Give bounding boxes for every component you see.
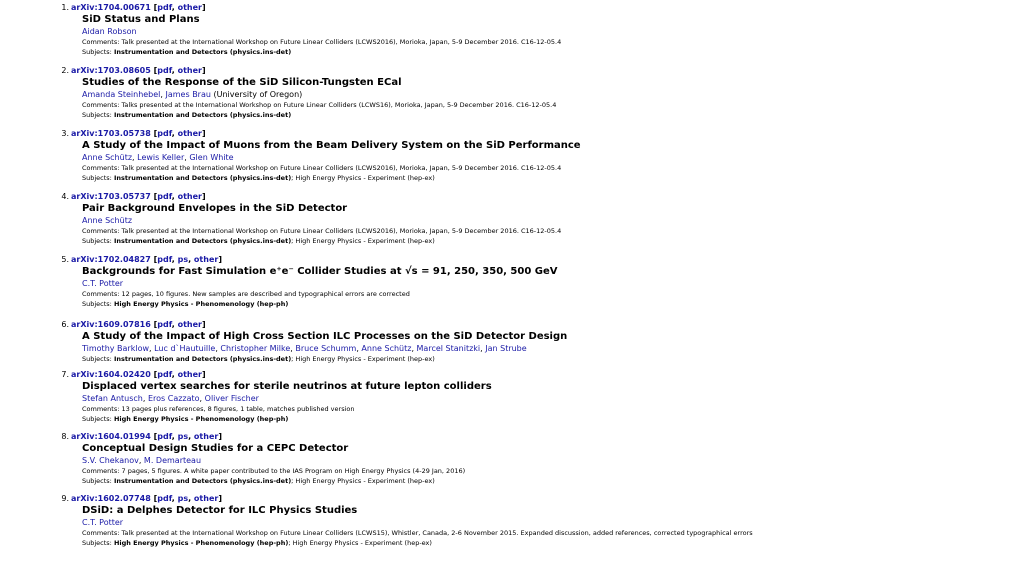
- subjects-line: [82, 476, 842, 486]
- comments-line: [82, 226, 842, 236]
- subjects-label: Subjects:: [82, 111, 112, 119]
- author-affiliation: (University of Oregon): [213, 90, 303, 99]
- entry-meta: [82, 443, 842, 486]
- primary-subject: Instrumentation and Detectors (physics.ins-det): [113, 477, 292, 485]
- arxiv-id-link[interactable]: arXiv:1703.05738: [71, 129, 151, 138]
- author-list: Stefan Antusch, Eros Cazzato, Oliver Fischer: [82, 394, 259, 403]
- pdf-link[interactable]: pdf: [157, 129, 172, 138]
- comments-text: Talk presented at the International Workshop on Future Linear Colliders (LCWS2016), Morioka, Japan, 5-9 December 2016. C16-12-05.4: [121, 38, 562, 46]
- pdf-link[interactable]: pdf: [157, 192, 172, 201]
- entry-header: 6. arXiv:1609.07816 [pdf, other]: [59, 320, 206, 330]
- subjects-label: Subjects:: [82, 300, 112, 308]
- other-subjects: ; High Energy Physics - Experiment (hep-ex): [291, 237, 435, 245]
- entry-header: 2. arXiv:1703.08605 [pdf, other]: [59, 66, 206, 76]
- author-list: Anne Schütz, Lewis Keller, Glen White: [82, 153, 234, 162]
- other-link[interactable]: other: [177, 320, 202, 329]
- author-link[interactable]: C.T. Potter: [82, 279, 124, 288]
- author-link[interactable]: C.T. Potter: [82, 518, 124, 527]
- other-link[interactable]: other: [177, 129, 202, 138]
- comments-label: Comments:: [82, 227, 120, 235]
- subjects-line: [82, 236, 842, 246]
- paper-title: Conceptual Design Studies for a CEPC Detector: [82, 443, 349, 454]
- other-subjects: ; High Energy Physics - Experiment (hep-ex): [288, 539, 432, 547]
- comments-text: Talk presented at the International Workshop on Future Linear Colliders (LCWS2016), Morioka, Japan, 5-9 December 2016. C16-12-05.4: [121, 227, 562, 235]
- comments-label: Comments:: [82, 529, 120, 537]
- other-subjects: ; High Energy Physics - Experiment (hep-ex): [291, 477, 435, 485]
- entry-meta: [82, 14, 842, 57]
- entry-meta: [82, 140, 842, 183]
- pdf-link[interactable]: pdf: [157, 320, 172, 329]
- comments-label: Comments:: [82, 164, 120, 172]
- entry-header: 9. arXiv:1602.07748 [pdf, ps, other]: [59, 494, 222, 504]
- arxiv-id-link[interactable]: arXiv:1602.07748: [71, 494, 151, 503]
- author-link[interactable]: Glen White: [189, 153, 234, 162]
- entry-header: 8. arXiv:1604.01994 [pdf, ps, other]: [59, 432, 222, 442]
- ps-link[interactable]: ps: [177, 494, 189, 503]
- author-list: [82, 26, 842, 37]
- author-link[interactable]: Amanda Steinhebel: [82, 90, 161, 99]
- primary-subject: Instrumentation and Detectors (physics.ins-det): [113, 237, 292, 245]
- author-link[interactable]: James Brau: [165, 90, 211, 99]
- other-link[interactable]: other: [177, 192, 202, 201]
- entry-number: 8.: [61, 432, 69, 441]
- other-link[interactable]: other: [177, 3, 202, 12]
- comments-label: Comments:: [82, 467, 120, 475]
- comments-text: Talk presented at the International Workshop on Future Linear Colliders (LCWS2016), Morioka, Japan, 5-9 December 2016. C16-12-05.4: [121, 164, 562, 172]
- author-list: [82, 215, 842, 226]
- author-link[interactable]: Luc d`Hautuille: [154, 344, 216, 353]
- author-link[interactable]: Jan Strube: [485, 344, 527, 353]
- comments-label: Comments:: [82, 405, 120, 413]
- other-link[interactable]: other: [177, 370, 202, 379]
- paper-title: Displaced vertex searches for sterile neutrinos at future lepton colliders: [82, 381, 492, 392]
- pdf-link[interactable]: pdf: [157, 66, 172, 75]
- comments-line: [82, 100, 842, 110]
- entry-header: 1. arXiv:1704.00671 [pdf, other]: [59, 3, 206, 13]
- other-link[interactable]: other: [177, 66, 202, 75]
- comments-line: [82, 528, 842, 538]
- primary-subject: High Energy Physics - Phenomenology (hep-ph): [113, 539, 289, 547]
- entry-meta: [82, 331, 842, 364]
- entry-number: 7.: [61, 370, 69, 379]
- author-link[interactable]: M. Demarteau: [143, 456, 202, 465]
- subjects-line: [82, 354, 842, 364]
- author-link[interactable]: Bruce Schumm: [295, 344, 357, 353]
- pdf-link[interactable]: pdf: [157, 494, 172, 503]
- pdf-link[interactable]: pdf: [157, 255, 172, 264]
- subjects-label: Subjects:: [82, 48, 112, 56]
- entry-number: 2.: [61, 66, 69, 75]
- other-subjects: ; High Energy Physics - Experiment (hep-ex): [291, 174, 435, 182]
- arxiv-id-link[interactable]: arXiv:1703.05737: [71, 192, 151, 201]
- arxiv-id-link[interactable]: arXiv:1702.04827: [71, 255, 151, 264]
- comments-text: 7 pages, 5 figures. A white paper contributed to the IAS Program on High Energy Physics (4-29 Jan, 2016): [121, 467, 466, 475]
- author-link[interactable]: Timothy Barklow: [82, 344, 150, 353]
- pdf-link[interactable]: pdf: [157, 3, 172, 12]
- entry-header: 3. arXiv:1703.05738 [pdf, other]: [59, 129, 206, 139]
- subjects-line: [82, 414, 842, 424]
- entry-header: 4. arXiv:1703.05737 [pdf, other]: [59, 192, 206, 202]
- subjects-label: Subjects:: [82, 539, 112, 547]
- subjects-label: Subjects:: [82, 174, 112, 182]
- arxiv-id-link[interactable]: arXiv:1703.08605: [71, 66, 151, 75]
- comments-line: [82, 289, 842, 299]
- comments-label: Comments:: [82, 38, 120, 46]
- ps-link[interactable]: ps: [177, 432, 189, 441]
- comments-text: 13 pages plus references, 8 figures, 1 table, matches published version: [121, 405, 355, 413]
- paper-title: Studies of the Response of the SiD Silicon-Tungsten ECal: [82, 77, 402, 88]
- comments-text: Talks presented at the International Workshop on Future Linear Colliders (LCWS16), Morioka, Japan, 5-9 December 2016. C16-12-05.4: [121, 101, 557, 109]
- author-link[interactable]: Aidan Robson: [82, 27, 137, 36]
- author-link[interactable]: Anne Schütz: [82, 153, 133, 162]
- subjects-line: [82, 299, 842, 309]
- author-list: Amanda Steinhebel, James Brau (University of Oregon): [82, 90, 303, 99]
- subjects-label: Subjects:: [82, 355, 112, 363]
- subjects-line: [82, 110, 842, 120]
- primary-subject: High Energy Physics - Phenomenology (hep-ph): [113, 300, 289, 308]
- arxiv-id-link[interactable]: arXiv:1604.01994: [71, 432, 151, 441]
- author-link[interactable]: Stefan Antusch: [82, 394, 143, 403]
- author-list: [82, 517, 842, 528]
- entry-meta: [82, 203, 842, 246]
- primary-subject: High Energy Physics - Phenomenology (hep-ph): [113, 415, 289, 423]
- entry-number: 1.: [61, 3, 69, 12]
- ps-link[interactable]: ps: [177, 255, 189, 264]
- subjects-label: Subjects:: [82, 237, 112, 245]
- other-link[interactable]: other: [193, 255, 219, 264]
- arxiv-id-link[interactable]: arXiv:1704.00671: [71, 3, 151, 12]
- comments-line: [82, 466, 842, 476]
- primary-subject: Instrumentation and Detectors (physics.ins-det): [113, 355, 292, 363]
- paper-title: Pair Background Envelopes in the SiD Detector: [82, 203, 348, 214]
- entry-meta: [82, 266, 842, 309]
- subjects-line: [82, 538, 842, 548]
- author-list: [82, 278, 842, 289]
- comments-label: Comments:: [82, 101, 120, 109]
- entry-number: 3.: [61, 129, 69, 138]
- comments-label: Comments:: [82, 290, 120, 298]
- author-link[interactable]: Oliver Fischer: [204, 394, 259, 403]
- arxiv-id-link[interactable]: arXiv:1604.02420: [71, 370, 151, 379]
- comments-text: Talk presented at the International Workshop on Future Linear Colliders (LCWS15), Whistler, Canada, 2-6 November 2015. Expanded discussion, added references, corrected typographical errors: [121, 529, 753, 537]
- entry-number: 6.: [61, 320, 69, 329]
- author-link[interactable]: S.V. Chekanov: [82, 456, 139, 465]
- comments-line: [82, 163, 842, 173]
- paper-title: Backgrounds for Fast Simulation e⁺e⁻ Collider Studies at √s = 91, 250, 350, 500 GeV: [82, 266, 558, 277]
- other-link[interactable]: other: [193, 494, 219, 503]
- entry-header: 5. arXiv:1702.04827 [pdf, ps, other]: [59, 255, 222, 265]
- paper-title: SiD Status and Plans: [82, 14, 200, 25]
- author-link[interactable]: Anne Schütz: [361, 344, 412, 353]
- entry-number: 5.: [61, 255, 69, 264]
- entry-meta: [82, 505, 842, 548]
- comments-line: [82, 37, 842, 47]
- subjects-label: Subjects:: [82, 415, 112, 423]
- paper-title: A Study of the Impact of High Cross Section ILC Processes on the SiD Detector Design: [82, 331, 568, 342]
- author-link[interactable]: Eros Cazzato: [147, 394, 200, 403]
- entry-number: 9.: [61, 494, 69, 503]
- primary-subject: Instrumentation and Detectors (physics.ins-det): [113, 111, 292, 119]
- primary-subject: Instrumentation and Detectors (physics.ins-det): [113, 174, 292, 182]
- entry-meta: [82, 381, 842, 424]
- comments-line: [82, 404, 842, 414]
- other-link[interactable]: other: [193, 432, 219, 441]
- arxiv-id-link[interactable]: arXiv:1609.07816: [71, 320, 151, 329]
- entry-header: 7. arXiv:1604.02420 [pdf, other]: [59, 370, 206, 380]
- author-link[interactable]: Anne Schütz: [82, 216, 133, 225]
- entry-meta: [82, 77, 842, 120]
- other-subjects: ; High Energy Physics - Experiment (hep-ex): [291, 355, 435, 363]
- comments-text: 12 pages, 10 figures. New samples are described and typographical errors are corrected: [121, 290, 410, 298]
- entry-number: 4.: [61, 192, 69, 201]
- subjects-label: Subjects:: [82, 477, 112, 485]
- primary-subject: Instrumentation and Detectors (physics.ins-det): [113, 48, 292, 56]
- author-link[interactable]: Lewis Keller: [137, 153, 185, 162]
- pdf-link[interactable]: pdf: [157, 432, 172, 441]
- author-link[interactable]: Marcel Stanitzki: [416, 344, 481, 353]
- subjects-line: [82, 173, 842, 183]
- author-link[interactable]: Christopher Milke: [220, 344, 291, 353]
- subjects-line: [82, 47, 842, 57]
- author-list: S.V. Chekanov, M. Demarteau: [82, 456, 202, 465]
- author-list: Timothy Barklow, Luc d`Hautuille, Christopher Milke, Bruce Schumm, Anne Schütz, Marcel Stanitzki, Jan Strube: [82, 344, 527, 353]
- paper-title: DSiD: a Delphes Detector for ILC Physics Studies: [82, 505, 358, 516]
- paper-title: A Study of the Impact of Muons from the Beam Delivery System on the SiD Performance: [82, 140, 581, 151]
- pdf-link[interactable]: pdf: [157, 370, 172, 379]
